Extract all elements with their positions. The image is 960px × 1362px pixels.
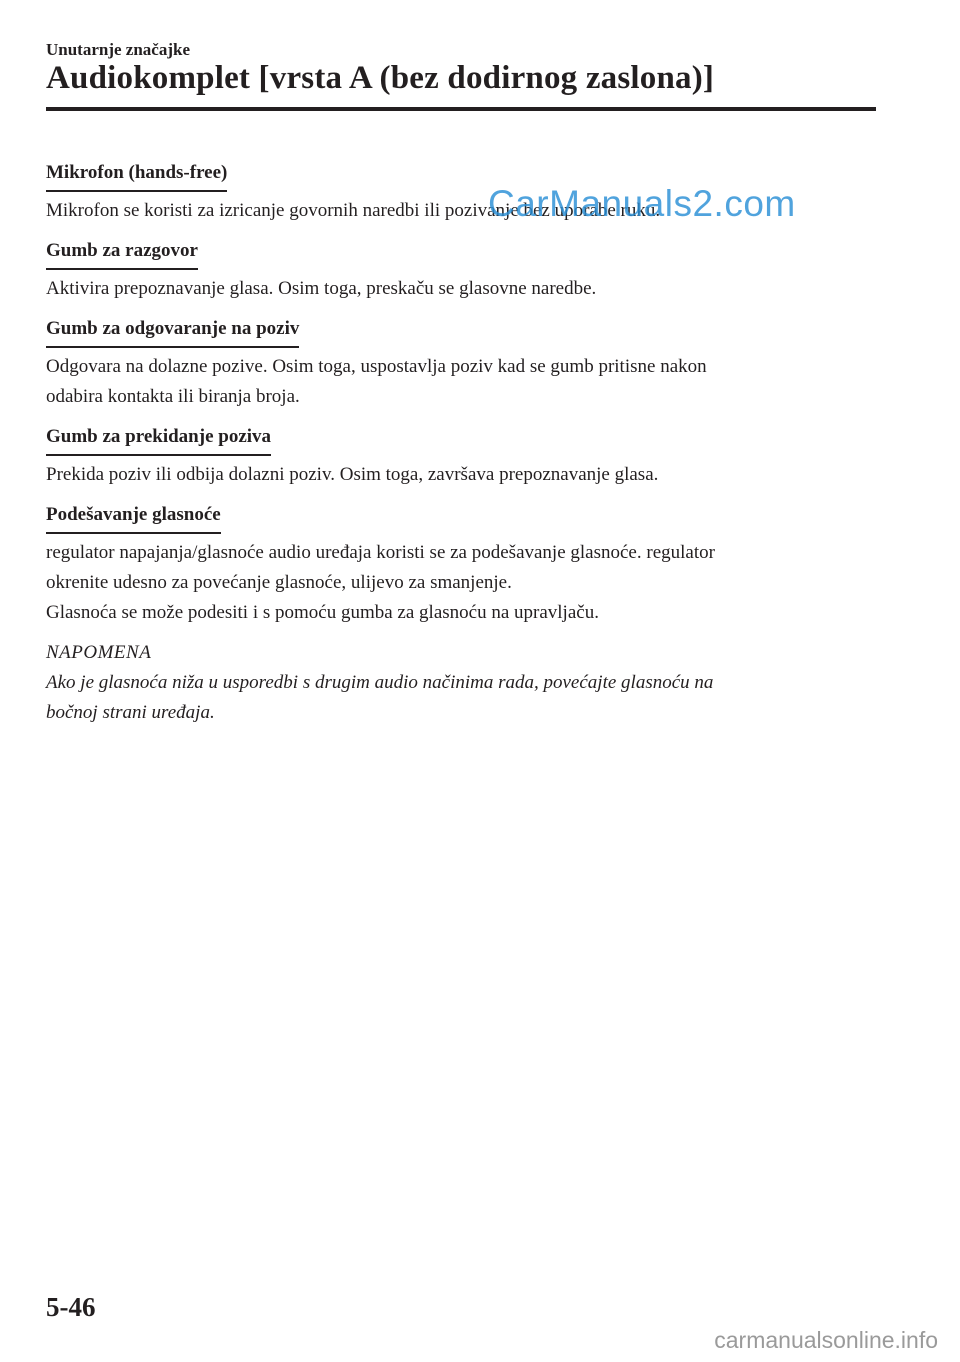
section-heading: Gumb za razgovor bbox=[46, 236, 198, 270]
watermark: CarManuals2.com bbox=[488, 183, 796, 224]
section-text: Prekida poziv ili odbija dolazni poziv. Osim toga, završava prepoznavanje glasa. bbox=[46, 464, 659, 485]
section-text: Aktivira prepoznavanje glasa. Osim toga, preskaču se glasovne naredbe. bbox=[46, 278, 597, 299]
section-heading: Podešavanje glasnoće bbox=[46, 500, 221, 534]
section-text: Odgovara na dolazne pozive. Osim toga, uspostavlja poziv kad se gumb pritisne nakon odabira kontakta ili biranja broja. bbox=[46, 356, 707, 407]
note-label: NAPOMENA bbox=[46, 642, 152, 663]
section-talk-button bbox=[46, 236, 866, 304]
content bbox=[46, 158, 866, 728]
section-text: regulator napajanja/glasnoće audio uređaja koristi se za podešavanje glasnoće. regulator okrenite udesno za povećanje glasnoće, ulijevo za smanjenje. Glasnoća se može podesiti i s pomoću gumba za glasnoću na upravljaču. bbox=[46, 542, 715, 623]
section-label: Unutarnje značajke bbox=[46, 40, 191, 59]
section-text: Mikrofon se koristi za izricanje govornih naredbi ili pozivanje bez uporabe ruku. bbox=[46, 200, 661, 221]
section-heading: Gumb za prekidanje poziva bbox=[46, 422, 271, 456]
section-heading: Gumb za odgovaranje na poziv bbox=[46, 314, 299, 348]
section-hangup-button bbox=[46, 422, 866, 490]
footer-site-link[interactable]: carmanualsonline.info bbox=[714, 1327, 938, 1353]
page-title: Audiokomplet [vrsta A (bez dodirnog zaslona)] bbox=[46, 60, 715, 96]
note-text: Ako je glasnoća niža u usporedbi s drugim audio načinima rada, povećajte glasnoću na bočnoj strani uređaja. bbox=[46, 672, 714, 723]
section-answer-button bbox=[46, 314, 866, 412]
section-heading: Mikrofon (hands-free) bbox=[46, 158, 227, 192]
note-block bbox=[46, 638, 866, 728]
title-rule bbox=[46, 107, 876, 111]
page-number: 5-46 bbox=[46, 1292, 96, 1322]
section-volume bbox=[46, 500, 866, 628]
